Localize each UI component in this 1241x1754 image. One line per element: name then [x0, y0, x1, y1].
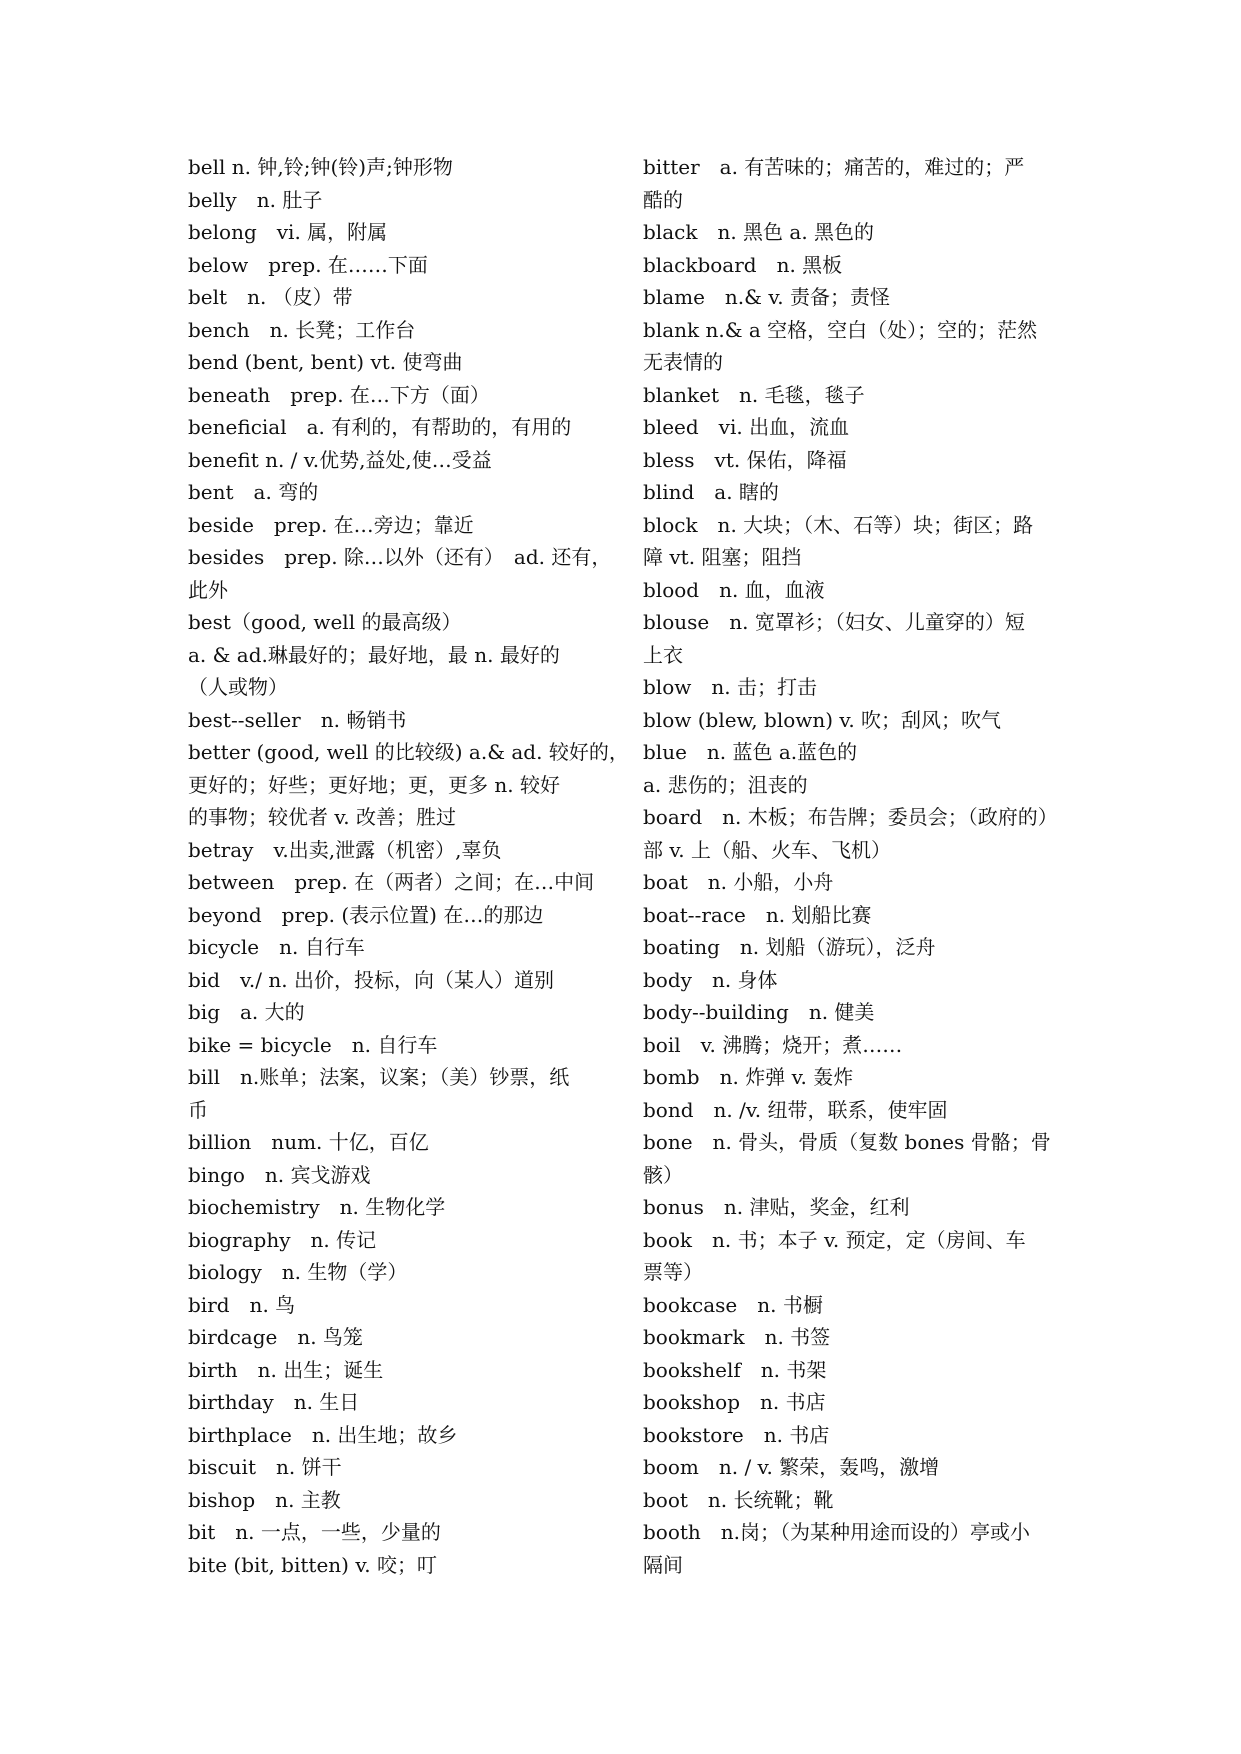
word-entry-line: beneficial a. 有利的，有帮助的，有用的	[188, 415, 572, 439]
word-entry-line: blow (blew, blown) v. 吹；刮风；吹气	[643, 707, 1002, 732]
word-entry-line: bird n. 鸟	[188, 1292, 296, 1317]
right-column	[643, 151, 1073, 1581]
word-entry-line: beneath prep. 在…下方（面）	[188, 382, 490, 407]
word-entry-line: better (good, well 的比较级) a.& ad. 较好的，	[188, 740, 629, 764]
word-entry-line: body n. 身体	[643, 967, 778, 992]
word-entry-line: boot n. 长统靴；靴	[643, 1487, 834, 1512]
word-entry-line: betray v.出卖,泄露（机密）,辜负	[188, 837, 502, 862]
word-entry-line: besides prep. 除…以外（还有） ad. 还有，	[188, 545, 612, 569]
word-entry-line: blank n.& a 空格，空白（处）；空的；茫然	[643, 317, 1038, 342]
word-entry-line: boating n. 划船（游玩），泛舟	[643, 935, 936, 959]
word-entry-line: blame n.& v. 责备；责怪	[643, 285, 890, 309]
word-entry-line: booth n.岗；（为某种用途而设的）亭或小	[643, 1520, 1031, 1544]
word-entry-line: 币	[188, 1097, 208, 1122]
word-entry-line: bookstore n. 书店	[643, 1422, 830, 1447]
word-entry-line: black n. 黑色 a. 黑色的	[643, 220, 875, 244]
word-entry-line: bookshop n. 书店	[643, 1390, 826, 1414]
word-entry-line: biochemistry n. 生物化学	[188, 1195, 446, 1219]
word-entry-line: birthplace n. 出生地；故乡	[188, 1422, 458, 1447]
word-entry-line: belly n. 肚子	[188, 187, 323, 212]
word-entry-line: bite (bit, bitten) v. 咬；叮	[188, 1552, 437, 1577]
word-entry-line: blood n. 血，血液	[643, 577, 825, 602]
word-entry-line: bent a. 弯的	[188, 480, 319, 504]
word-entry-line: bishop n. 主教	[188, 1487, 341, 1512]
word-entry-line: 障 vt. 阻塞；阻挡	[643, 545, 802, 569]
word-entry-line: blackboard n. 黑板	[643, 252, 843, 277]
word-entry-line: blouse n. 宽罩衫；（妇女、儿童穿的）短	[643, 610, 1025, 634]
word-entry-line: big a. 大的	[188, 1000, 305, 1024]
word-entry-line: 隔间	[643, 1552, 683, 1577]
word-entry-line: （人或物）	[188, 675, 288, 699]
word-entry-line: bone n. 骨头，骨质（复数 bones 骨骼；骨	[643, 1130, 1051, 1154]
word-entry-line: blind a. 瞎的	[643, 480, 779, 504]
word-entry-line: bell n. 钟,铃;钟(铃)声;钟形物	[188, 155, 453, 179]
word-entry-line: boom n. / v. 繁荣，轰鸣，激增	[643, 1455, 940, 1479]
word-entry-line: blow n. 击；打击	[643, 675, 817, 699]
word-entry-line: bookcase n. 书橱	[643, 1292, 823, 1317]
word-entry-line: a. 悲伤的；沮丧的	[643, 772, 808, 797]
word-entry-line: 酷的	[643, 187, 683, 212]
word-entry-line: bit n. 一点，一些，少量的	[188, 1520, 441, 1544]
word-entry-line: bench n. 长凳；工作台	[188, 317, 416, 342]
word-entry-line: 部 v. 上（船、火车、飞机）	[643, 837, 891, 862]
word-entry-line: belt n. （皮）带	[188, 285, 353, 309]
word-entry-line: blue n. 蓝色 a.蓝色的	[643, 740, 858, 764]
word-entry-line: birdcage n. 鸟笼	[188, 1325, 363, 1349]
word-entry-line: belong vi. 属，附属	[188, 220, 388, 244]
word-entry-line: board n. 木板；布告牌；委员会；（政府的）	[643, 805, 1058, 829]
word-entry-line: 无表情的	[643, 350, 723, 374]
word-entry-line: biscuit n. 饼干	[188, 1455, 342, 1479]
word-entry-line: block n. 大块；（木、石等）块；街区；路	[643, 512, 1034, 537]
word-entry-line: beyond prep. (表示位置) 在…的那边	[188, 902, 544, 927]
word-entry-line: 更好的；好些；更好地；更，更多 n. 较好	[188, 772, 560, 797]
word-entry-line: best--seller n. 畅销书	[188, 707, 407, 732]
word-entry-line: bingo n. 宾戈游戏	[188, 1162, 371, 1187]
left-column	[188, 151, 629, 1581]
word-entry-line: bicycle n. 自行车	[188, 935, 365, 959]
word-entry-line: bless vt. 保佑，降福	[643, 447, 847, 472]
word-entry-line: bid v./ n. 出价，投标，向（某人）道别	[188, 967, 554, 992]
word-entry-line: bike = bicycle n. 自行车	[188, 1032, 438, 1057]
word-entry-line: bitter a. 有苦味的；痛苦的，难过的；严	[643, 155, 1025, 179]
word-entry-line: bomb n. 炸弹 v. 轰炸	[643, 1065, 854, 1089]
word-entry-line: bookmark n. 书签	[643, 1325, 831, 1349]
word-entry-line: 骸）	[643, 1162, 683, 1187]
word-entry-line: boat--race n. 划船比赛	[643, 902, 872, 927]
word-entry-line: birth n. 出生；诞生	[188, 1357, 384, 1382]
word-entry-line: billion num. 十亿，百亿	[188, 1130, 429, 1154]
word-entry-line: 票等）	[643, 1260, 703, 1284]
word-entry-line: bleed vi. 出血，流血	[643, 415, 850, 439]
word-entry-line: 此外	[188, 577, 228, 602]
word-entry-line: bill n.账单；法案，议案；（美）钞票，纸	[188, 1065, 570, 1089]
word-entry-line: boat n. 小船，小舟	[643, 870, 834, 894]
word-entry-line: below prep. 在……下面	[188, 252, 428, 277]
word-entry-line: bend (bent, bent) vt. 使弯曲	[188, 350, 463, 374]
word-entry-line: benefit n. / v.优势,益处,使…受益	[188, 447, 492, 472]
word-entry-line: between prep. 在（两者）之间；在…中间	[188, 870, 595, 894]
word-entry-line: book n. 书；本子 v. 预定，定（房间、车	[643, 1227, 1026, 1252]
word-entry-line: biography n. 传记	[188, 1227, 377, 1252]
word-entry-line: bookshelf n. 书架	[643, 1357, 827, 1382]
word-entry-line: a. & ad.琳最好的；最好地，最 n. 最好的	[188, 642, 560, 667]
word-entry-line: boil v. 沸腾；烧开；煮……	[643, 1032, 903, 1057]
word-entry-line: biology n. 生物（学）	[188, 1260, 408, 1284]
word-entry-line: birthday n. 生日	[188, 1390, 360, 1414]
word-entry-line: bonus n. 津贴，奖金，红利	[643, 1195, 910, 1219]
word-entry-line: bond n. /v. 纽带，联系，使牢固	[643, 1097, 948, 1122]
word-entry-line: body--building n. 健美	[643, 1000, 875, 1024]
word-entry-line: 上衣	[643, 642, 683, 667]
word-entry-line: best（good, well 的最高级）	[188, 610, 462, 634]
word-entry-line: blanket n. 毛毯，毯子	[643, 382, 865, 407]
word-entry-line: 的事物；较优者 v. 改善；胜过	[188, 805, 456, 829]
word-entry-line: beside prep. 在…旁边；靠近	[188, 512, 474, 537]
